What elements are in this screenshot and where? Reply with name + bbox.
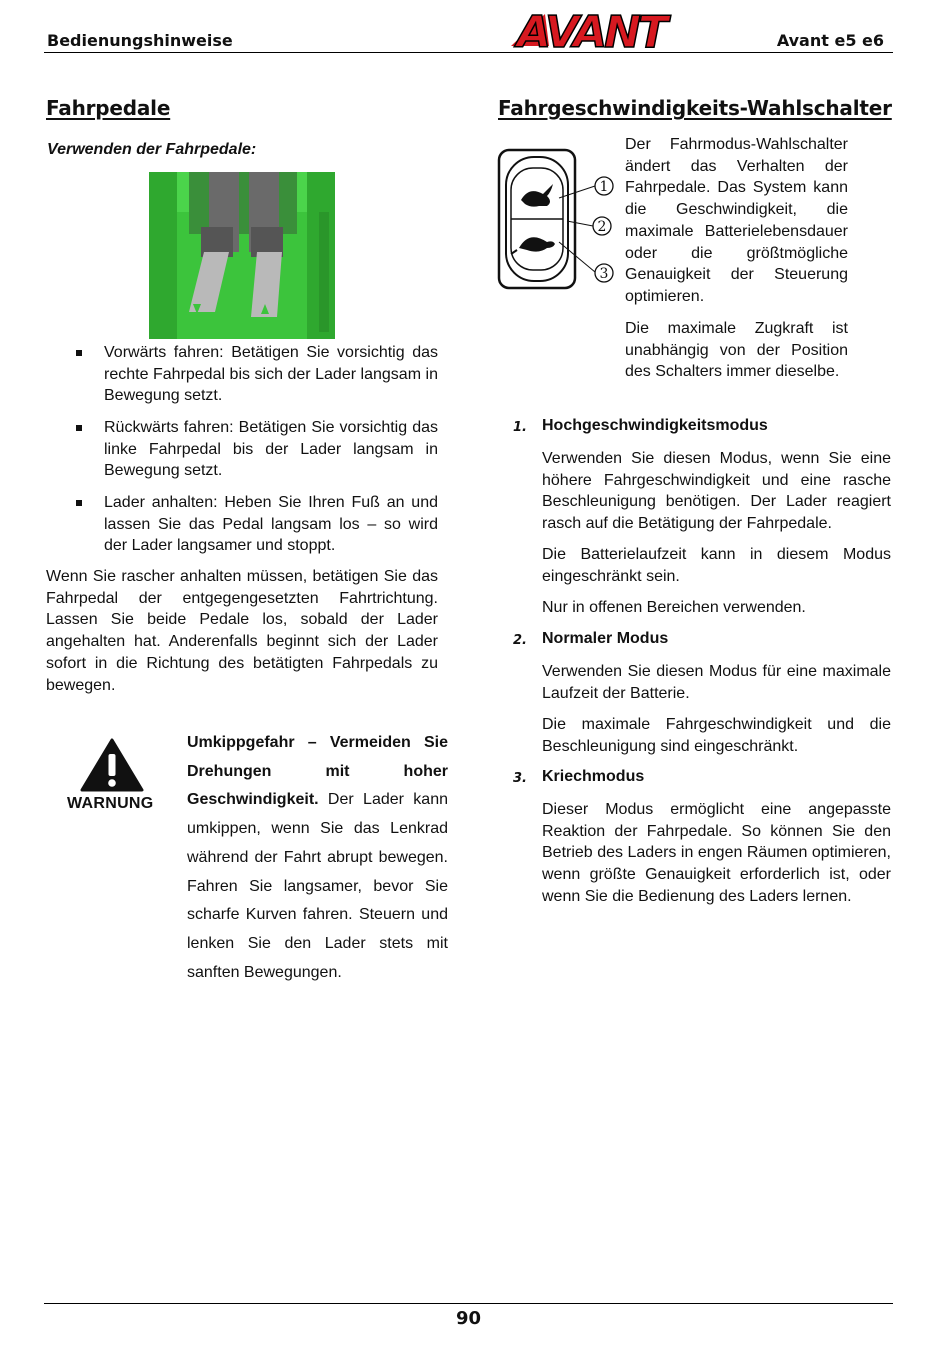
callout-1: 1 bbox=[599, 179, 609, 195]
bullet-marker bbox=[76, 500, 82, 506]
mode-number: 1. bbox=[513, 420, 527, 435]
intro-selector: Der Fahrmodus-Wahlschalter ändert das Verhalten der Fahrpedale. Das System kann die Geschwindigkeit, die maximale Batterielebensdauer oder die größtmögliche Genauigkeit der Steuerung optimieren. bbox=[625, 136, 848, 305]
header-rule bbox=[44, 52, 893, 53]
warning-triangle-icon bbox=[80, 738, 144, 792]
bullet-stop: Lader anhalten: Heben Sie Ihren Fuß an und lassen Sie das Pedal langsam los – so wird der Lader langsamer und stoppt. bbox=[104, 494, 438, 555]
heading-fahrpedale: Fahrpedale bbox=[46, 96, 171, 120]
mode1-para: Die Batterielaufzeit kann in diesem Modus eingeschränkt sein. bbox=[542, 546, 891, 585]
mode-title-normal: Normaler Modus bbox=[542, 630, 669, 647]
pedal-photo bbox=[149, 172, 335, 339]
warning-body: Der Lader kann umkippen, wenn Sie das Lenkrad während der Fahrt abrupt bewegen. Fahren Sie langsamer, bevor Sie scharfe Kurven fahren. Steuern und lenken Sie den Lader stets mit sanften Bewegungen. bbox=[187, 791, 448, 981]
bullet-forward: Vorwärts fahren: Betätigen Sie vorsichtig das rechte Fahrpedal bis sich der Lader langsam in Bewegung setzt. bbox=[104, 344, 438, 405]
callout-3: 3 bbox=[599, 266, 609, 282]
avant-logo bbox=[505, 6, 675, 52]
heading-speed-selector: Fahrgeschwindigkeits-Wahlschalter bbox=[498, 96, 892, 120]
mode3-para: Dieser Modus ermöglicht eine angepasste Reaktion der Fahrpedale. So können Sie den Betrieb des Laders in engen Räumen optimieren, wenn größte Genauigkeit erforderlich ist, oder wenn Sie die Bedienung des Laders lernen. bbox=[542, 801, 891, 905]
svg-text:AVANT: AVANT bbox=[516, 7, 666, 52]
warning-bold: Umkippgefahr – Vermeiden Sie Drehungen mit hoher Geschwindigkeit. bbox=[187, 734, 448, 809]
subheading-pedals: Verwenden der Fahrpedale: bbox=[47, 141, 257, 158]
warning-label: WARNUNG bbox=[67, 795, 154, 812]
header-section-title: Bedienungshinweise bbox=[47, 31, 233, 50]
callout-2: 2 bbox=[597, 219, 607, 235]
mode2-para: Die maximale Fahrgeschwindigkeit und die Beschleunigung sind eingeschränkt. bbox=[542, 716, 891, 755]
intro-traction: Die maximale Zugkraft ist unabhängig von der Position des Schalters immer dieselbe. bbox=[625, 320, 848, 381]
bullet-marker bbox=[76, 350, 82, 356]
mode-number: 2. bbox=[513, 633, 527, 648]
mode-number: 3. bbox=[513, 771, 527, 786]
mode2-para: Verwenden Sie diesen Modus für eine maximale Laufzeit der Batterie. bbox=[542, 663, 891, 702]
bullet-marker bbox=[76, 425, 82, 431]
mode1-para: Nur in offenen Bereichen verwenden. bbox=[542, 599, 806, 616]
footer-rule bbox=[44, 1303, 893, 1304]
mode1-para: Verwenden Sie diesen Modus, wenn Sie eine höhere Fahrgeschwindigkeit und eine rasche Beschleunigung benötigen. Der Lader reagiert rasch auf die Betätigung der Fahrpedale. bbox=[542, 450, 891, 533]
paragraph-stopping: Wenn Sie rascher anhalten müssen, betätigen Sie das Fahrpedal der entgegengesetzten Fahrtrichtung. Lassen Sie beide Pedale los, sobald der Lader angehalten hat. Anderenfalls beginnt sich der Lader sofort in die Richtung des betätigten Fahrpedals zu bewegen. bbox=[46, 568, 438, 694]
mode-title-creep: Kriechmodus bbox=[542, 768, 645, 785]
page-number: 90 bbox=[455, 1308, 482, 1329]
header-model: Avant e5 e6 bbox=[776, 31, 884, 50]
warning-text bbox=[187, 729, 448, 987]
switch-diagram bbox=[497, 148, 619, 290]
bullet-reverse: Rückwärts fahren: Betätigen Sie vorsichtig das linke Fahrpedal bis der Lader langsam in Bewegung setzt. bbox=[104, 419, 438, 480]
mode-title-high-speed: Hochgeschwindigkeitsmodus bbox=[542, 417, 768, 434]
